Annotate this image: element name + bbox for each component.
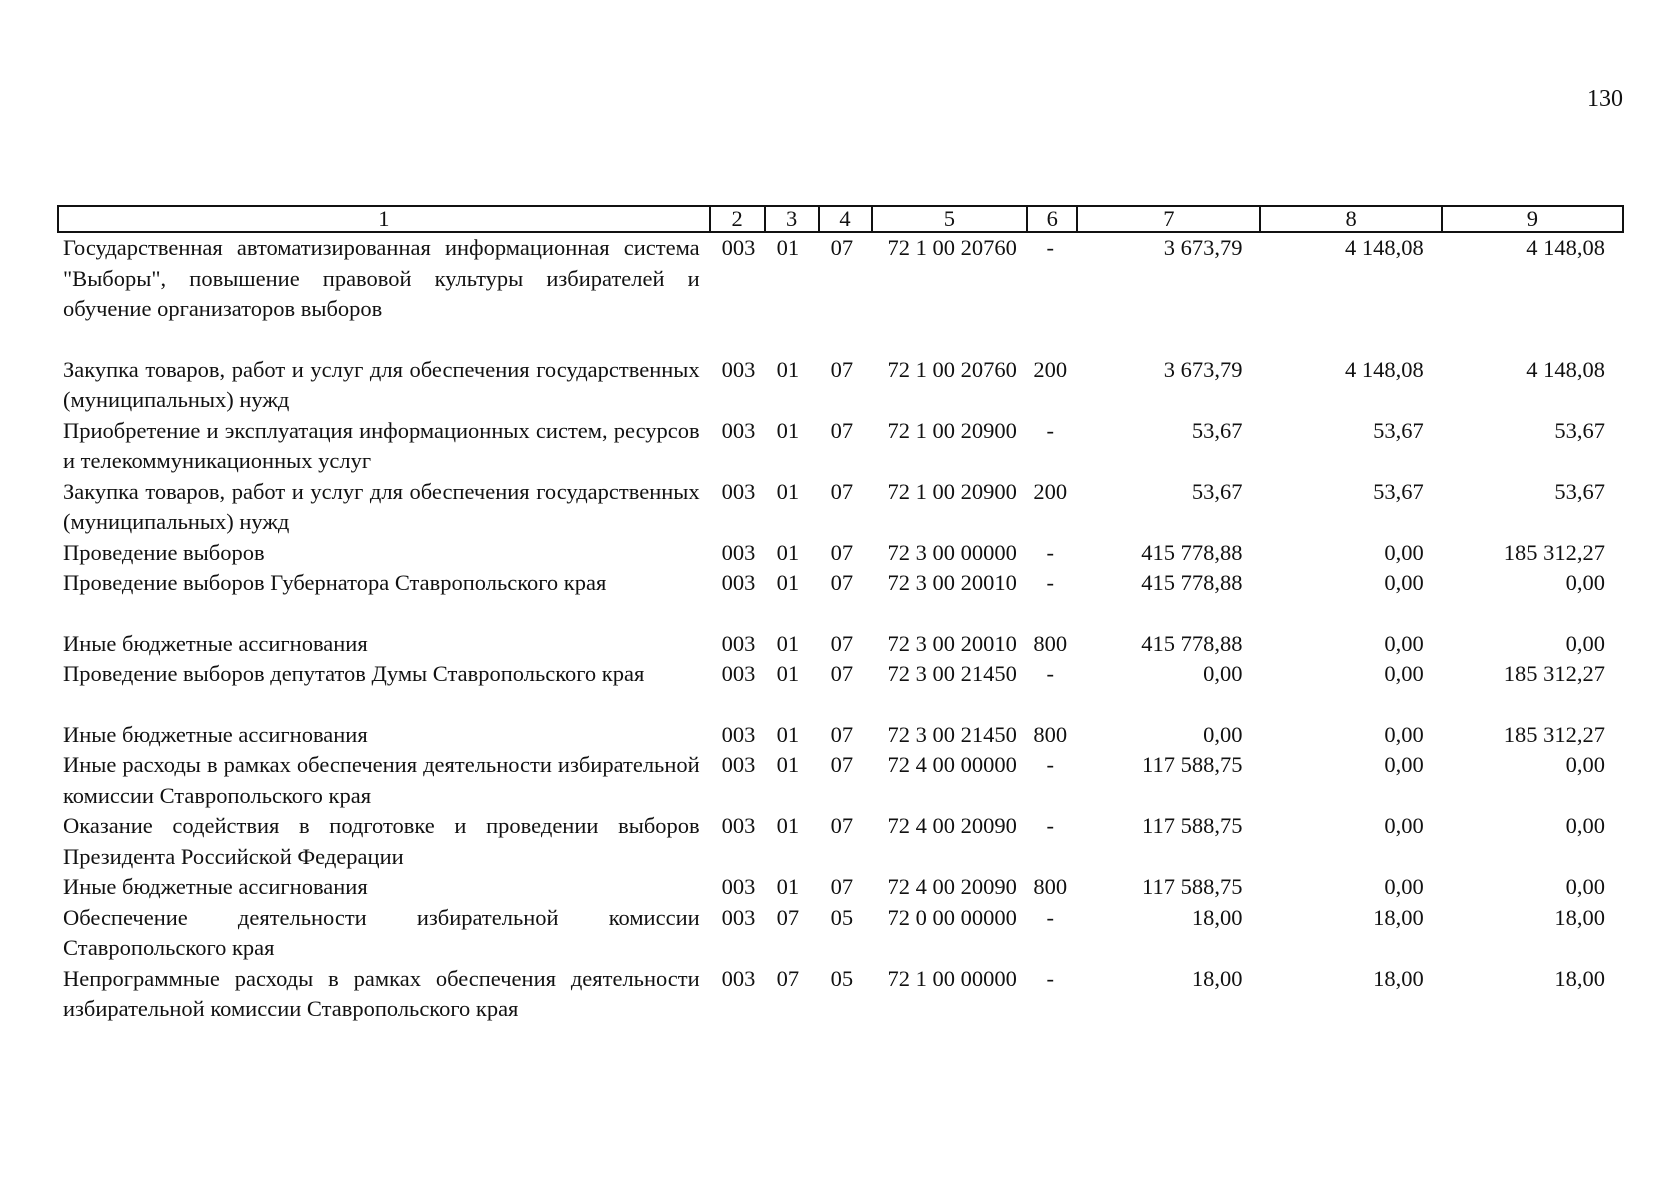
cell-expense-type: - (1046, 417, 1054, 443)
cell-section: 01 (776, 478, 800, 504)
cell-name: Проведение выборов депутатов Думы Ставропольского края (63, 661, 645, 686)
cell-amount-col9: 18,00 (1554, 904, 1605, 930)
cell-ministry-code: 003 (721, 874, 756, 899)
header-col-8: 8 (1260, 206, 1441, 232)
cell-amount-col9: 185 312,27 (1503, 539, 1605, 565)
cell-amount-col7: 18,00 (1191, 904, 1243, 930)
header-col-1: 1 (58, 206, 710, 232)
cell-section: 01 (776, 356, 800, 382)
cell-subsection: 07 (830, 570, 854, 595)
cell-subsection: 07 (830, 478, 854, 504)
cell-amount-col8: 4 148,08 (1344, 235, 1424, 260)
header-col-9: 9 (1442, 206, 1623, 232)
cell-expense-type: 800 (1033, 630, 1068, 656)
cell-amount-col9: 4 148,08 (1526, 235, 1605, 260)
cell-subsection: 07 (830, 417, 854, 443)
cell-amount-col8: 0,00 (1384, 661, 1424, 686)
cell-amount-col8: 18,00 (1373, 965, 1424, 991)
header-col-4: 4 (819, 206, 872, 232)
table-row (58, 416, 1623, 477)
cell-expense-type: - (1046, 752, 1054, 777)
cell-name: Закупка товаров, работ и услуг для обеспечения государственных (муниципальных) нужд (63, 478, 700, 534)
cell-target-article: 72 3 00 21450 (887, 721, 1017, 747)
cell-section: 01 (776, 539, 800, 565)
cell-subsection: 07 (830, 752, 854, 777)
cell-subsection: 07 (830, 356, 854, 382)
cell-amount-col7: 3 673,79 (1163, 235, 1243, 260)
cell-target-article: 72 4 00 20090 (887, 874, 1017, 899)
cell-ministry-code: 003 (721, 235, 756, 260)
table-row (58, 659, 1623, 720)
cell-name: Оказание содействия в подготовке и проведении выборов Президента Российской Федерации (63, 813, 700, 869)
cell-name: Проведение выборов (63, 539, 265, 565)
cell-ministry-code: 003 (721, 478, 756, 504)
cell-name: Иные расходы в рамках обеспечения деятельности избирательной комиссии Ставропольского края (63, 752, 700, 808)
cell-name: Обеспечение деятельности избирательной комиссии Ставропольского края (63, 904, 700, 960)
cell-section: 01 (776, 721, 800, 747)
table-row (58, 477, 1623, 538)
cell-expense-type: 200 (1033, 478, 1068, 504)
cell-amount-col7: 117 588,75 (1142, 874, 1243, 899)
cell-expense-type: - (1046, 904, 1054, 930)
cell-name: Приобретение и эксплуатация информационных систем, ресурсов и телекоммуникационных услуг (63, 417, 700, 473)
cell-subsection: 05 (830, 904, 854, 930)
header-col-6: 6 (1027, 206, 1077, 232)
header-col-3: 3 (765, 206, 819, 232)
cell-amount-col8: 0,00 (1384, 570, 1424, 595)
cell-amount-col9: 0,00 (1565, 874, 1605, 899)
cell-ministry-code: 003 (721, 904, 756, 930)
cell-name: Закупка товаров, работ и услуг для обеспечения государственных (муниципальных) нужд (63, 356, 700, 412)
cell-expense-type: - (1046, 539, 1054, 565)
cell-amount-col7: 3 673,79 (1163, 356, 1243, 382)
cell-expense-type: 200 (1033, 356, 1068, 382)
cell-ministry-code: 003 (721, 417, 756, 443)
cell-amount-col9: 0,00 (1565, 570, 1605, 595)
cell-section: 01 (776, 874, 800, 899)
table-row (58, 720, 1623, 751)
cell-section: 01 (776, 570, 800, 595)
table-row (58, 568, 1623, 629)
table-body (58, 232, 1623, 1025)
cell-amount-col9: 0,00 (1565, 630, 1605, 656)
cell-target-article: 72 4 00 00000 (887, 752, 1017, 777)
cell-amount-col7: 53,67 (1191, 478, 1243, 504)
cell-target-article: 72 0 00 00000 (887, 904, 1017, 930)
table-row (58, 811, 1623, 872)
cell-target-article: 72 1 00 20760 (887, 356, 1017, 382)
page-number: 130 (1587, 86, 1623, 112)
table-header (58, 206, 1623, 232)
cell-expense-type: - (1046, 661, 1054, 686)
cell-amount-col7: 53,67 (1191, 417, 1243, 443)
cell-amount-col7: 117 588,75 (1142, 813, 1243, 838)
cell-amount-col7: 415 778,88 (1141, 630, 1243, 656)
cell-section: 01 (776, 661, 800, 686)
header-col-5: 5 (872, 206, 1028, 232)
table-row (58, 538, 1623, 569)
cell-section: 01 (776, 813, 800, 838)
cell-section: 07 (776, 904, 800, 930)
cell-amount-col9: 18,00 (1554, 965, 1605, 991)
table-row (58, 750, 1623, 811)
cell-section: 01 (776, 235, 800, 260)
cell-amount-col7: 415 778,88 (1141, 539, 1243, 565)
cell-amount-col8: 0,00 (1384, 813, 1424, 838)
cell-section: 01 (776, 630, 800, 656)
cell-ministry-code: 003 (721, 539, 756, 565)
cell-subsection: 07 (830, 813, 854, 838)
cell-amount-col8: 18,00 (1373, 904, 1424, 930)
budget-table (57, 205, 1624, 1025)
cell-amount-col8: 0,00 (1384, 721, 1424, 747)
cell-expense-type: - (1046, 813, 1054, 838)
cell-subsection: 05 (830, 965, 854, 991)
cell-ministry-code: 003 (721, 752, 756, 777)
cell-amount-col7: 117 588,75 (1142, 752, 1243, 777)
cell-amount-col7: 0,00 (1203, 661, 1243, 686)
cell-subsection: 07 (830, 874, 854, 899)
header-row (58, 206, 1623, 232)
cell-amount-col8: 0,00 (1384, 630, 1424, 656)
cell-ministry-code: 003 (721, 570, 756, 595)
cell-target-article: 72 3 00 00000 (887, 539, 1017, 565)
cell-ministry-code: 003 (721, 721, 756, 747)
cell-ministry-code: 003 (721, 965, 756, 991)
cell-amount-col9: 0,00 (1565, 813, 1605, 838)
cell-expense-type: - (1046, 235, 1054, 260)
cell-section: 01 (776, 752, 800, 777)
cell-target-article: 72 3 00 21450 (887, 661, 1017, 686)
table-row (58, 629, 1623, 660)
table-row (58, 903, 1623, 964)
cell-target-article: 72 1 00 20900 (887, 478, 1017, 504)
cell-name: Проведение выборов Губернатора Ставропольского края (63, 570, 607, 595)
cell-subsection: 07 (830, 539, 854, 565)
cell-subsection: 07 (830, 721, 854, 747)
cell-name: Государственная автоматизированная информационная система "Выборы", повышение правовой культуры избирателей и обучение организаторов выборов (63, 235, 700, 321)
cell-subsection: 07 (830, 661, 854, 686)
cell-name: Иные бюджетные ассигнования (63, 630, 368, 656)
cell-ministry-code: 003 (721, 813, 756, 838)
cell-amount-col8: 0,00 (1384, 752, 1424, 777)
header-col-7: 7 (1077, 206, 1260, 232)
cell-name: Иные бюджетные ассигнования (63, 874, 368, 899)
cell-section: 07 (776, 965, 800, 991)
cell-section: 01 (776, 417, 800, 443)
cell-amount-col9: 185 312,27 (1503, 721, 1605, 747)
cell-target-article: 72 4 00 20090 (887, 813, 1017, 838)
cell-amount-col7: 0,00 (1203, 721, 1243, 747)
cell-ministry-code: 003 (721, 630, 756, 656)
cell-amount-col9: 0,00 (1565, 752, 1605, 777)
table-row (58, 355, 1623, 416)
cell-amount-col9: 53,67 (1554, 417, 1605, 443)
cell-target-article: 72 1 00 00000 (887, 965, 1017, 991)
cell-amount-col8: 53,67 (1373, 417, 1424, 443)
cell-amount-col9: 4 148,08 (1526, 356, 1605, 382)
cell-amount-col9: 185 312,27 (1503, 661, 1605, 686)
table-row (58, 872, 1623, 903)
cell-amount-col7: 415 778,88 (1141, 570, 1243, 595)
cell-amount-col9: 53,67 (1554, 478, 1605, 504)
cell-amount-col8: 0,00 (1384, 874, 1424, 899)
cell-amount-col8: 53,67 (1373, 478, 1424, 504)
cell-expense-type: - (1046, 570, 1054, 595)
cell-amount-col7: 18,00 (1191, 965, 1243, 991)
cell-expense-type: 800 (1033, 874, 1068, 899)
header-col-2: 2 (710, 206, 765, 232)
cell-amount-col8: 0,00 (1384, 539, 1424, 565)
cell-amount-col8: 4 148,08 (1344, 356, 1424, 382)
table-row (58, 964, 1623, 1025)
cell-name: Непрограммные расходы в рамках обеспечения деятельности избирательной комиссии Ставропольского края (63, 965, 700, 1021)
cell-target-article: 72 3 00 20010 (887, 630, 1017, 656)
cell-expense-type: - (1046, 965, 1054, 991)
cell-target-article: 72 3 00 20010 (887, 570, 1017, 595)
cell-ministry-code: 003 (721, 356, 756, 382)
cell-expense-type: 800 (1033, 721, 1068, 747)
table-row (58, 232, 1623, 355)
cell-name: Иные бюджетные ассигнования (63, 721, 368, 747)
cell-ministry-code: 003 (721, 661, 756, 686)
cell-subsection: 07 (830, 235, 854, 260)
cell-subsection: 07 (830, 630, 854, 656)
cell-target-article: 72 1 00 20760 (887, 235, 1017, 260)
cell-target-article: 72 1 00 20900 (887, 417, 1017, 443)
